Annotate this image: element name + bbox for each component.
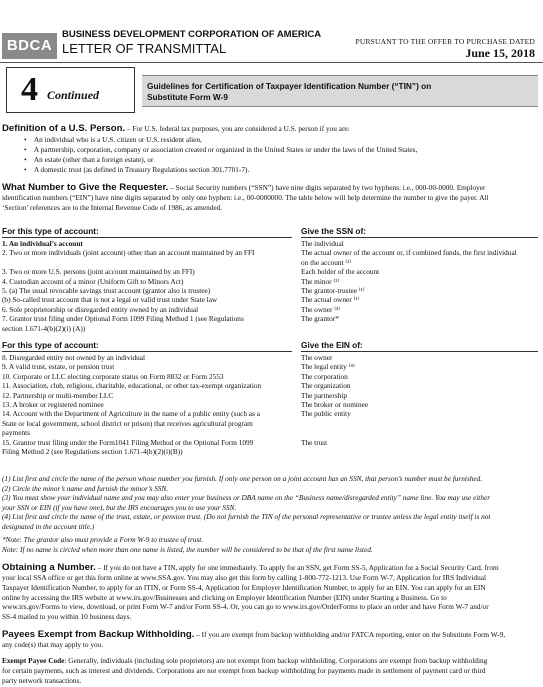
what-number-line-1: – Social Security numbers (“SSN”) have nine digits separated by two hyphens: i.e., 000-00-0000. Employer bbox=[168, 183, 486, 192]
table-cell: The public entity bbox=[301, 409, 351, 419]
payees-title: Payees Exempt from Backup Withholding. bbox=[2, 629, 195, 640]
table-cell: 1. An individual’s account bbox=[2, 239, 83, 248]
table-cell: 2. Two or more individuals (joint account) other than an account maintained by an FFI bbox=[2, 248, 255, 258]
table-cell: 11. Association, club, religious, charitable, educational, or other tax-exempt organization bbox=[2, 381, 262, 391]
exempt-line: for certain payments, such as interest and dividends. Corporations are not exempt from backup withholding for payments made in settlement of payment card or third bbox=[2, 666, 486, 675]
guidelines-heading bbox=[142, 75, 538, 107]
payees-line-2: any code(s) that may apply to you. bbox=[2, 640, 104, 649]
definition-bullet: • A domestic trust (as defined in Treasury Regulations section 301.7701-7). bbox=[24, 165, 250, 174]
definition-paragraph bbox=[2, 124, 350, 133]
pursuant-text: PURSUANT TO THE OFFER TO PURCHASE DATED bbox=[355, 37, 535, 46]
table-cell: The actual owner ⁽¹⁾ bbox=[301, 295, 360, 305]
table-cell: The minor ⁽²⁾ bbox=[301, 276, 340, 286]
header-divider bbox=[0, 62, 543, 63]
table-cell: (3) You must show your individual name and you may also enter your business or DBA name on the “Business name/disregarded entity” name line. You may use either bbox=[2, 493, 491, 503]
obtaining-line: online by accessing the IRS website at www.irs.gov/Businesses and clicking on Employer Identification Number (EIN) under Starting a Business. Go to bbox=[2, 592, 447, 602]
table-cell: designated in the account title.) bbox=[2, 522, 95, 531]
company-badge: BDCA bbox=[2, 33, 57, 59]
obtaining-title: Obtaining a Number. bbox=[2, 562, 96, 573]
payees-line-1: – If you are exempt from backup withholding and/or FATCA reporting, enter on the Substitute Form W-9, bbox=[194, 630, 506, 639]
definition-intro: – For U.S. federal tax purposes, you are considered a U.S. person if you are: bbox=[125, 124, 350, 133]
obtaining-line: Taxpayer Identification Number, to apply for an ITIN, or Form SS-4, Application for Employer Identification Number, to apply for an EIN. You can apply for an EIN bbox=[2, 582, 486, 592]
ein-table-rule-left bbox=[2, 351, 292, 352]
table-cell: State or local government, school district or prison) that receives agricultural program bbox=[2, 418, 253, 428]
table-cell: 12. Partnership or multi-member LLC bbox=[2, 390, 114, 400]
exempt-paragraph bbox=[2, 656, 487, 665]
table-cell: 13. A broker or registered nominee bbox=[2, 400, 104, 409]
obtaining-line: www.irs.gov/Forms to view, download, or print Form W-7 and/or Form SS-4. Or, you can go to www.irs.gov/OrderForms to place an order and have Form W-7 and/or bbox=[2, 602, 489, 612]
ein-table-col2-header: Give the EIN of: bbox=[301, 340, 363, 350]
note-circled-name: Note: If no name is circled when more than one name is listed, the number will be considered to be that of the first name listed. bbox=[2, 545, 373, 554]
table-cell: (1) List first and circle the name of the person whose number you furnish. If only one person on a joint account has an SSN, that person’s number must be furnished. bbox=[2, 474, 483, 483]
document-title: LETTER OF TRANSMITTAL bbox=[62, 41, 227, 56]
continued-label: Continued bbox=[47, 88, 100, 102]
table-cell: payments bbox=[2, 428, 30, 438]
table-cell: section 1.671-4(b)(2)(i) (A)) bbox=[2, 323, 86, 333]
definition-bullet: • An individual who is a U.S. citizen or U.S. resident alien, bbox=[24, 135, 202, 144]
guidelines-line-2: Substitute Form W-9 bbox=[147, 92, 228, 102]
obtaining-line: SS-4 mailed to you within 10 business days. bbox=[2, 612, 132, 622]
obtaining-line: – If you do not have a TIN, apply for one immediately. To apply for an SSN, get Form SS-5, Application for a Social Security Card, from bbox=[95, 563, 499, 572]
table-cell: 7. Grantor trust filing under Optional Form 1099 Filing Method 1 (see Regulations bbox=[2, 314, 244, 324]
guidelines-line-1: Guidelines for Certification of Taxpayer Identification Number (“TIN”) on bbox=[147, 81, 432, 91]
definition-bullet: • An estate (other than a foreign estate), or bbox=[24, 155, 154, 164]
ein-table-col1-header: For this type of account: bbox=[2, 340, 99, 350]
what-number-line-3: ‘Section’ references are to the Internal Revenue Code of 1986, as amended. bbox=[2, 203, 223, 212]
table-cell: 8. Disregarded entity not owned by an individual bbox=[2, 353, 146, 362]
table-cell: Each holder of the account bbox=[301, 267, 380, 277]
obtaining-paragraph bbox=[2, 563, 499, 572]
what-number-line-2: identification numbers (“EIN”) have nine digits separated by only one hyphen: i.e., 00-0000000. The table below will help determine the number to give the payer. All bbox=[2, 193, 489, 202]
table-cell: The organization bbox=[301, 381, 351, 391]
obtaining-line: your local SSA office or get this form online at www.SSA.gov. You may also get this form by calling 1-800-772-1213. Use Form W-7, Application for IRS Individual bbox=[2, 573, 486, 582]
table-cell: your SSN or EIN (if you have one), but the IRS encourages you to use your SSN. bbox=[2, 502, 237, 512]
letter-header bbox=[0, 0, 543, 66]
definition-bullet: • A partnership, corporation, company or association created or organized in the United States or under the laws of the United States, bbox=[24, 145, 418, 154]
table-cell: 6. Sole proprietorship or disregarded entity owned by an individual bbox=[2, 304, 199, 314]
table-cell: The legal entity ⁽⁴⁾ bbox=[301, 362, 355, 372]
what-number-paragraph bbox=[2, 183, 485, 192]
note-grantor: *Note: The grantor also must provide a Form W-9 to trustee of trust. bbox=[2, 535, 204, 544]
table-cell: 4. Custodian account of a minor (Uniform Gift to Minors Act) bbox=[2, 276, 184, 286]
table-cell: 15. Grantor trust filing under the Form1041 Filing Method or the Optional Form 1099 bbox=[2, 437, 254, 447]
table-cell: The partnership bbox=[301, 390, 347, 400]
table-cell: Filing Method 2 (see Regulations section 1.671-4(b)(2)(i)(B)) bbox=[2, 447, 183, 456]
ssn-table-rule-left bbox=[2, 237, 292, 238]
ssn-table-rule-right bbox=[301, 237, 538, 238]
table-cell: (b) So-called trust account that is not a legal or valid trust under State law bbox=[2, 295, 218, 305]
section-number: 4 bbox=[21, 71, 38, 108]
table-cell: The owner ⁽³⁾ bbox=[301, 304, 340, 314]
what-number-title: What Number to Give the Requester. bbox=[2, 182, 169, 193]
section-number-box bbox=[6, 67, 135, 113]
table-cell: The individual bbox=[301, 239, 344, 248]
table-cell: 10. Corporate or LLC electing corporate status on Form 8832 or Form 2553 bbox=[2, 371, 224, 381]
table-cell: The trust bbox=[301, 437, 328, 447]
table-cell: 9. A valid trust, estate, or pension trust bbox=[2, 362, 115, 372]
definition-title: Definition of a U.S. Person. bbox=[2, 123, 126, 134]
table-cell: The grantor* bbox=[301, 314, 339, 324]
table-cell: on the account ⁽¹⁾ bbox=[301, 257, 352, 267]
table-cell: (4) List first and circle the name of the trust, estate, or pension trust. (Do not furnish the TIN of the personal representative or trustee unless the legal entity itself is not bbox=[2, 512, 491, 522]
definition-bullet-text: An estate (other than a foreign estate), or bbox=[33, 155, 154, 164]
table-cell: The actual owner of the account or, if combined funds, the first individual bbox=[301, 248, 517, 258]
exempt-title: Exempt Payee Code bbox=[2, 656, 65, 665]
table-cell: 5. (a) The usual revocable savings trust account (grantor also is trustee) bbox=[2, 286, 211, 295]
definition-bullet-text: A partnership, corporation, company or association created or organized in the United States or under the laws of the United States, bbox=[33, 145, 418, 154]
exempt-line: : Generally, individuals (including sole proprietors) are not exempt from backup withholding. Corporations are exempt from backup withholding bbox=[64, 656, 488, 665]
table-cell: 3. Two or more U.S. persons (joint account maintained by an FFI) bbox=[2, 267, 195, 277]
table-cell: The corporation bbox=[301, 371, 348, 381]
table-cell: The owner bbox=[301, 353, 333, 362]
payees-paragraph bbox=[2, 630, 505, 639]
company-name: BUSINESS DEVELOPMENT CORPORATION OF AMERICA bbox=[62, 29, 322, 40]
exempt-line: party network transactions. bbox=[2, 676, 82, 685]
ssn-table-col2-header: Give the SSN of: bbox=[301, 226, 367, 236]
definition-bullet-text: An individual who is a U.S. citizen or U.S. resident alien, bbox=[33, 135, 202, 144]
table-cell: (2) Circle the minor’s name and furnish the minor’s SSN. bbox=[2, 483, 169, 493]
offer-date: June 15, 2018 bbox=[465, 46, 535, 60]
ein-table-rule-right bbox=[301, 351, 538, 352]
definition-bullet-text: A domestic trust (as defined in Treasury Regulations section 301.7701-7). bbox=[33, 165, 250, 174]
table-cell: 14. Account with the Department of Agriculture in the name of a public entity (such as a bbox=[2, 409, 260, 419]
table-cell: The grantor-trustee ⁽¹⁾ bbox=[301, 286, 365, 295]
ssn-table-col1-header: For this type of account: bbox=[2, 226, 99, 236]
table-cell: The broker or nominee bbox=[301, 400, 369, 409]
